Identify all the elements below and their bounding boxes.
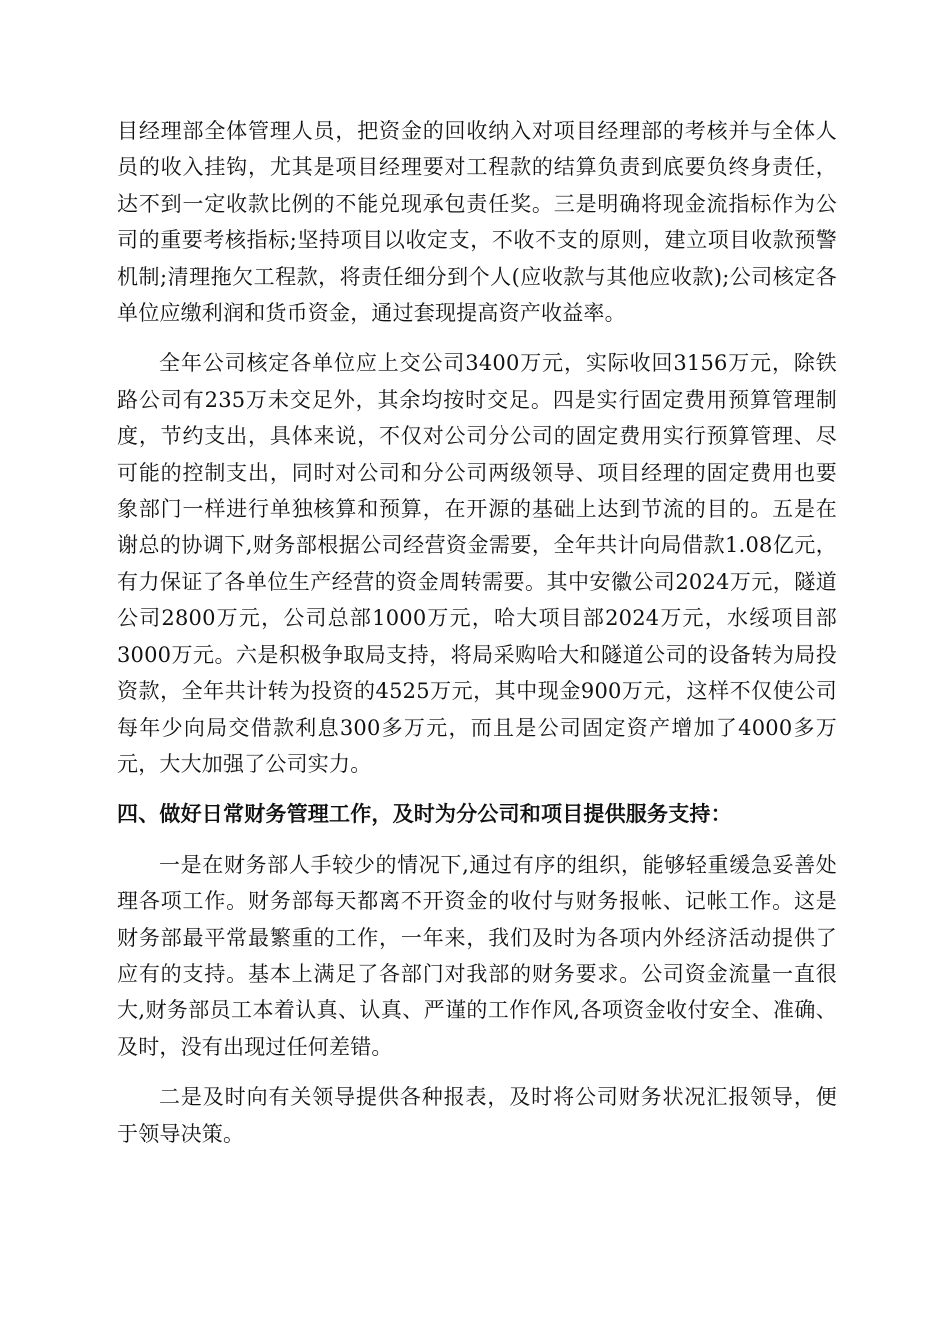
paragraph-1: 目经理部全体管理人员，把资金的回收纳入对项目经理部的考核并与全体人员的收入挂钩，尤其是项目经理要对工程款的结算负责到底要负终身责任，达不到一定收款比例的不能兑现承包责任奖。三是明确将现金流指标作为公司的重要考核指标;坚持项目以收定支，不收不支的原则，建立项目收款预警机制;清理拖欠工程款，将责任细分到个人(应收款与其他应收款);公司核定各单位应缴利润和货币资金，通过套现提高资产收益率。: [117, 119, 837, 326]
document-page: [117, 113, 837, 1166]
paragraph-4: 二是及时向有关领导提供各种报表，及时将公司财务状况汇报领导，便于领导决策。: [117, 1085, 837, 1146]
section-heading-4: 四、做好日常财务管理工作，及时为分公司和项目提供服务支持：: [117, 802, 732, 827]
paragraph-3: 一是在财务部人手较少的情况下,通过有序的组织，能够轻重缓急妥善处理各项工作。财务部每天都离不开资金的收付与财务报帐、记帐工作。这是财务部最平常最繁重的工作，一年来，我们及时为各项内外经济活动提供了应有的支持。基本上满足了各部门对我部的财务要求。公司资金流量一直很大,财务部员工本着认真、认真、严谨的工作作风,各项资金收付安全、准确、及时，没有出现过任何差错。: [117, 852, 837, 1059]
paragraph-2: 全年公司核定各单位应上交公司3400万元，实际收回3156万元，除铁路公司有235万未交足外，其余均按时交足。四是实行固定费用预算管理制度，节约支出，具体来说，不仅对公司分公司的固定费用实行预算管理、尽可能的控制支出，同时对公司和分公司两级领导、项目经理的固定费用也要象部门一样进行单独核算和预算，在开源的基础上达到节流的目的。五是在谢总的协调下,财务部根据公司经营资金需要，全年共计向局借款1.08亿元，有力保证了各单位生产经营的资金周转需要。其中安徽公司2024万元，隧道公司2800万元，公司总部1000万元，哈大项目部2024万元，水绥项目部3000万元。六是积极争取局支持，将局采购哈大和隧道公司的设备转为局投资款，全年共计转为投资的4525万元，其中现金900万元，这样不仅使公司每年少向局交借款利息300多万元，而且是公司固定资产增加了4000多万元，大大加强了公司实力。: [117, 351, 837, 776]
